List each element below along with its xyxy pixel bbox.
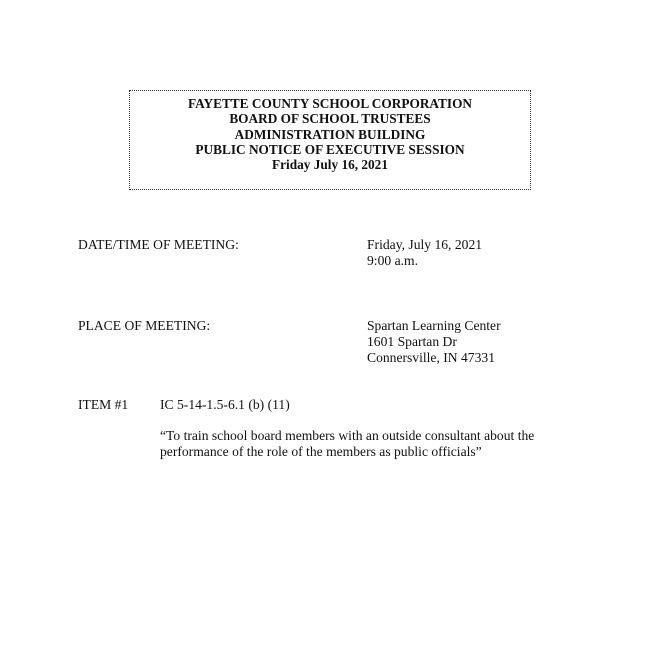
- item-label: ITEM #1: [78, 397, 129, 412]
- place-name: Spartan Learning Center: [367, 318, 501, 333]
- meeting-date: Friday, July 16, 2021: [367, 237, 483, 252]
- header-organization: FAYETTE COUNTY SCHOOL CORPORATION: [187, 96, 473, 111]
- meeting-time-label: DATE/TIME OF MEETING:: [78, 237, 239, 252]
- meeting-place-label: PLACE OF MEETING:: [78, 318, 211, 333]
- meeting-time: 9:00 a.m.: [367, 253, 418, 268]
- item-citation: IC 5-14-1.5-6.1 (b) (11): [160, 397, 290, 412]
- header-building: ADMINISTRATION BUILDING: [234, 126, 426, 142]
- meeting-time-value: [367, 237, 482, 269]
- meeting-place-value: [367, 318, 501, 366]
- header-date: Friday July 16, 2021: [272, 157, 388, 173]
- item-quote-line: performance of the role of the members as public officials”: [160, 444, 482, 459]
- header-notice-title: PUBLIC NOTICE OF EXECUTIVE SESSION: [195, 141, 465, 157]
- item-quote-line: “To train school board members with an outside consultant about the: [160, 428, 535, 443]
- place-street: 1601 Spartan Dr: [367, 334, 457, 349]
- item-quote: [160, 428, 580, 460]
- header-board: BOARD OF SCHOOL TRUSTEES: [229, 111, 431, 127]
- notice-header-box: [129, 90, 531, 190]
- place-city: Connersville, IN 47331: [367, 350, 495, 365]
